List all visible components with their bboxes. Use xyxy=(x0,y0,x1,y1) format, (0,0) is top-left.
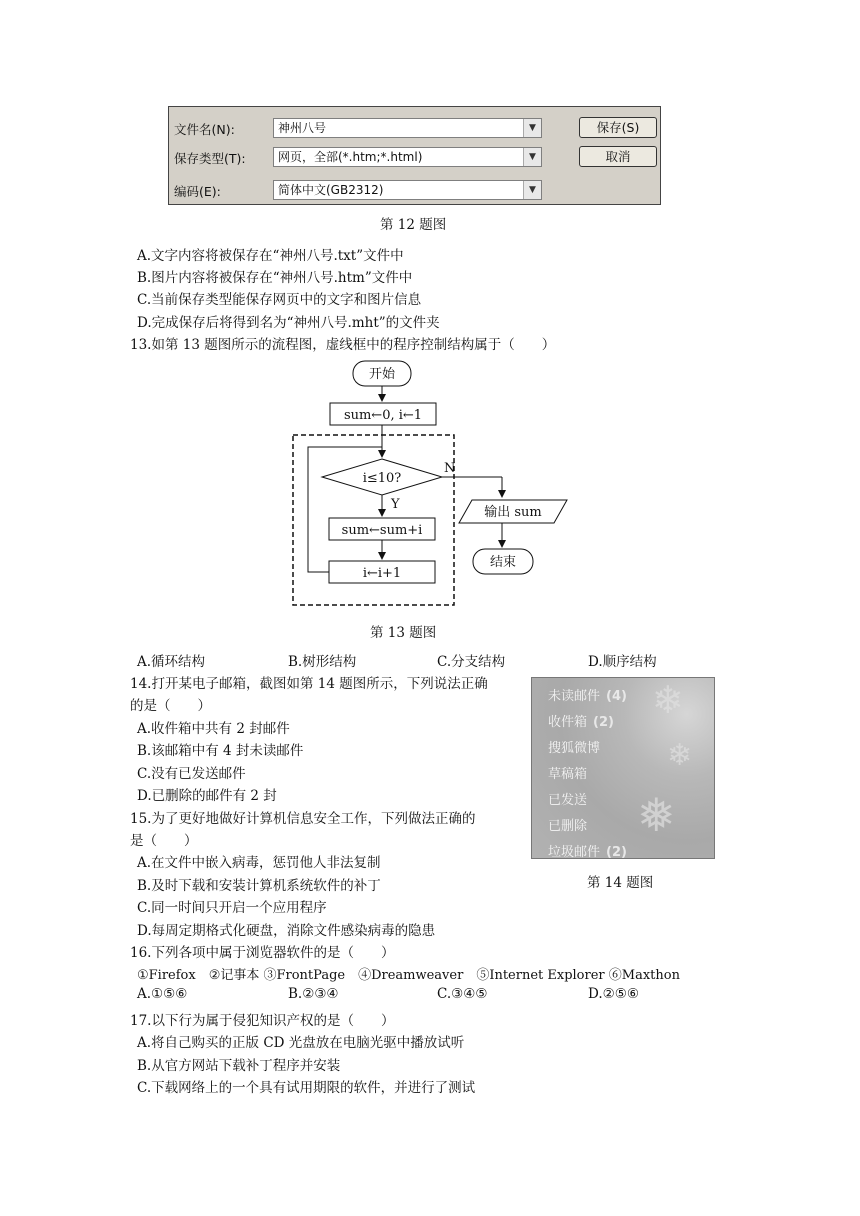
i-update-text: i←i+1 xyxy=(362,566,402,581)
type-value: 网页，全部(*.htm;*.html) xyxy=(278,150,423,164)
encoding-combo[interactable] xyxy=(273,180,542,200)
cancel-button[interactable]: 取消 xyxy=(579,146,657,167)
fig14-caption: 第 14 题图 xyxy=(587,875,654,891)
q17-option-b: B.从官方网站下载补丁程序并安装 xyxy=(137,1058,341,1074)
sum-update-text: sum←sum+i xyxy=(341,523,423,538)
q14-option-c: C.没有已发送邮件 xyxy=(137,766,246,782)
q17-stem: 17.以下行为属于侵犯知识产权的是（ ） xyxy=(130,1013,395,1029)
type-combo[interactable] xyxy=(273,147,542,167)
q17-option-a: A.将自己购买的正版 CD 光盘放在电脑光驱中播放试听 xyxy=(137,1035,465,1051)
q13-stem: 13.如第 13 题图所示的流程图，虚线框中的程序控制结构属于（ ） xyxy=(130,337,556,353)
q14-option-a: A.收件箱中共有 2 封邮件 xyxy=(137,721,290,737)
q16-option-d: D.②⑤⑥ xyxy=(588,986,639,1002)
q14-stem-line1: 14.打开某电子邮箱，截图如第 14 题图所示，下列说法正确 xyxy=(130,676,488,692)
q16-option-b: B.②③④ xyxy=(288,986,339,1002)
fig12-caption: 第 12 题图 xyxy=(380,217,447,233)
q15-stem-line1: 15.为了更好地做好计算机信息安全工作，下列做法正确的 xyxy=(130,811,476,827)
q16-option-c: C.③④⑤ xyxy=(437,986,488,1002)
q16-items: ①Firefox ②记事本 ③FrontPage ④Dreamweaver ⑤Internet Explorer ⑥Maxthon xyxy=(137,968,680,983)
filename-combo[interactable] xyxy=(273,118,542,138)
flowchart xyxy=(280,355,580,615)
save-dialog xyxy=(168,106,661,205)
mail-folder-drafts[interactable]: 草稿箱 xyxy=(548,767,588,782)
q13-option-a: A.循环结构 xyxy=(137,654,206,670)
q12-option-c: C.当前保存类型能保存网页中的文字和图片信息 xyxy=(137,292,422,308)
q17-option-c: C.下载网络上的一个具有试用期限的软件，并进行了测试 xyxy=(137,1080,476,1096)
save-button[interactable]: 保存(S) xyxy=(579,117,657,138)
q13-option-b: B.树形结构 xyxy=(288,654,357,670)
start-text: 开始 xyxy=(368,367,396,382)
q15-stem-line2: 是（ ） xyxy=(130,833,198,849)
q12-option-a: A.文字内容将被保存在“神州八号.txt”文件中 xyxy=(137,248,404,264)
q15-option-d: D.每周定期格式化硬盘，消除文件感染病毒的隐患 xyxy=(137,923,436,939)
filename-value: 神州八号 xyxy=(278,121,327,135)
init-text: sum←0, i←1 xyxy=(343,408,423,423)
mail-folder-spam[interactable]: 垃圾邮件 (2) xyxy=(548,845,627,860)
q13-option-d: D.顺序结构 xyxy=(588,654,657,670)
q14-stem-line2: 的是（ ） xyxy=(130,698,211,714)
mail-folder-sent[interactable]: 已发送 xyxy=(548,793,588,808)
q12-option-b: B.图片内容将被保存在“神州八号.htm”文件中 xyxy=(137,270,413,286)
chevron-down-icon[interactable]: ▼ xyxy=(523,148,541,166)
snowflake-icon: ❄ xyxy=(652,678,684,722)
end-text: 结束 xyxy=(489,555,517,570)
mailbox-panel xyxy=(531,677,715,859)
q12-option-d: D.完成保存后将得到名为“神州八号.mht”的文件夹 xyxy=(137,315,440,331)
q16-option-a: A.①⑤⑥ xyxy=(137,986,188,1002)
q14-option-d: D.已删除的邮件有 2 封 xyxy=(137,788,277,804)
chevron-down-icon[interactable]: ▼ xyxy=(523,119,541,137)
no-label: N xyxy=(444,461,456,476)
filename-label: 文件名(N): xyxy=(174,122,235,137)
mail-folder-unread[interactable]: 未读邮件 (4) xyxy=(548,689,627,704)
mail-folder-inbox[interactable]: 收件箱 (2) xyxy=(548,715,614,730)
condition-text: i≤10? xyxy=(362,471,402,486)
yes-label: Y xyxy=(391,497,400,512)
q15-option-b: B.及时下载和安装计算机系统软件的补丁 xyxy=(137,878,381,894)
output-text: 输出 sum xyxy=(484,505,542,520)
mail-folder-weibo[interactable]: 搜狐微博 xyxy=(548,741,601,756)
mail-folder-deleted[interactable]: 已删除 xyxy=(548,819,588,834)
chevron-down-icon[interactable]: ▼ xyxy=(523,181,541,199)
encoding-value: 简体中文(GB2312) xyxy=(278,183,384,197)
q13-option-c: C.分支结构 xyxy=(437,654,506,670)
type-label: 保存类型(T): xyxy=(174,151,246,166)
q15-option-a: A.在文件中嵌入病毒，惩罚他人非法复制 xyxy=(137,855,381,871)
encoding-label: 编码(E): xyxy=(174,184,221,199)
fig13-caption: 第 13 题图 xyxy=(370,625,437,641)
q15-option-c: C.同一时间只开启一个应用程序 xyxy=(137,900,327,916)
q16-stem: 16.下列各项中属于浏览器软件的是（ ） xyxy=(130,945,395,961)
snowflake-icon: ❄ xyxy=(667,738,693,773)
q14-option-b: B.该邮箱中有 4 封未读邮件 xyxy=(137,743,304,759)
snowflake-icon: ❅ xyxy=(637,788,676,842)
